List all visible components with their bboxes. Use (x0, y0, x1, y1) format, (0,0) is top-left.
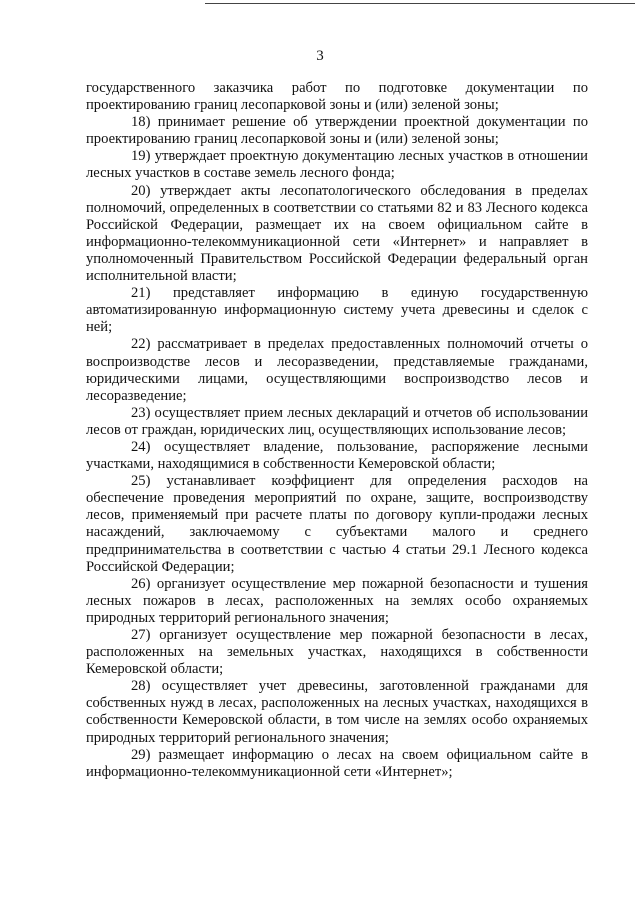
page-number: 3 (316, 48, 324, 64)
paragraph-18: 18) принимает решение об утверждении проектной документации по проектированию границ лесопарковой зоны и (или) зеленой зоны; (86, 114, 588, 148)
paragraph-26: 26) организует осуществление мер пожарной безопасности и тушения лесных пожаров в лесах, расположенных на землях особо охраняемых природных территорий регионального значения; (86, 575, 588, 626)
paragraph-24: 24) осуществляет владение, пользование, распоряжение лесными участками, находящимися в собственности Кемеровской области; (86, 438, 588, 473)
top-rule (205, 3, 635, 4)
paragraph-22: 22) рассматривает в пределах предоставленных полномочий отчеты о воспроизводстве лесов и лесоразведении, представляемые гражданами, юридическими лицами, осуществляющими воспроизводство лесов и лесоразведение; (86, 336, 588, 404)
paragraph-21: 21) представляет информацию в единую государственную автоматизированную информационную систему учета древесины и сделок с ней; (86, 285, 588, 336)
paragraph-28: 28) осуществляет учет древесины, заготовленной гражданами для собственных нужд в лесах, расположенных на лесных участках, находящихся в собственности Кемеровской области, в том числе на землях особо охраняемых природных территорий регионального значения; (86, 678, 588, 746)
paragraph-25: 25) устанавливает коэффициент для определения расходов на обеспечение проведения мероприятий по охране, защите, воспроизводству лесов, применяемый при расчете платы по договору купли-продажи лесных насаждений, заключаемому с субъектами малого и среднего предпринимательства в соответствии с частью 4 статьи 29.1 Лесного кодекса Российской Федерации; (86, 473, 588, 575)
paragraph-17-continuation: государственного заказчика работ по подготовке документации по проектированию границ лесопарковой зоны и (или) зеленой зоны; (86, 80, 588, 114)
paragraph-23: 23) осуществляет прием лесных деклараций и отчетов об использовании лесов от граждан, юридических лиц, осуществляющих использование лесов; (86, 404, 588, 438)
document-body (86, 80, 588, 781)
paragraph-27: 27) организует осуществление мер пожарной безопасности в лесах, расположенных на земельных участках, находящихся в собственности Кемеровской области; (86, 627, 588, 678)
paragraph-20: 20) утверждает акты лесопатологического обследования в пределах полномочий, определенных в соответствии со статьями 82 и 83 Лесного кодекса Российской Федерации, размещает их на своем официальном сайте в информационно-телекоммуникационной сети «Интернет» и направляет в уполномоченный Правительством Российской Федерации федеральный орган исполнительной власти; (86, 182, 588, 285)
paragraph-19: 19) утверждает проектную документацию лесных участков в отношении лесных участков в составе земель лесного фонда; (86, 148, 588, 182)
paragraph-29: 29) размещает информацию о лесах на своем официальном сайте в информационно-телекоммуникационной сети «Интернет»; (86, 746, 588, 780)
